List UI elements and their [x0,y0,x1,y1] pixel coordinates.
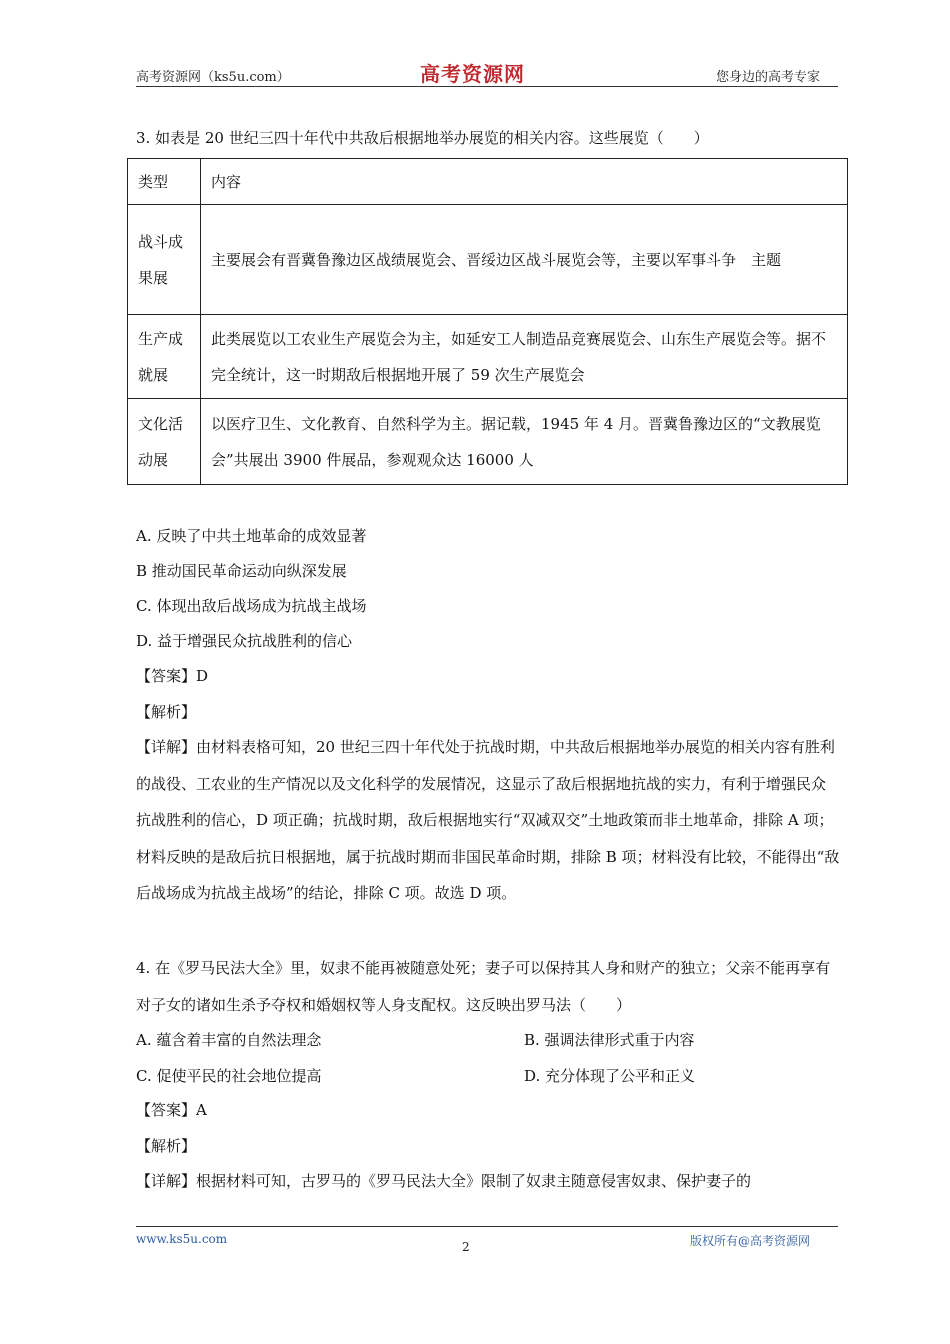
table-header-type: 类型 [128,159,201,205]
q3-option-c: C. 体现出敌后战场成为抗战主战场 [136,597,367,615]
header-slogan: 您身边的高考专家 [715,70,820,85]
table-cell-content: 此类展览以工农业生产展览会为主，如延安工人制造品竞赛展览会、山东生产展览会等。据不完全统计，这一时期敌后根据地开展了 59 次生产展览会 [201,315,848,399]
q4-option-a: A. 蕴含着丰富的自然法理念 [136,1031,322,1049]
q4-option-b: B. 强调法律形式重于内容 [524,1031,695,1049]
table-row [128,315,848,399]
q4-answer: 【答案】A [136,1101,207,1119]
q4-analysis-label: 【解析】 [136,1137,197,1155]
table-cell-type: 文化活动展 [128,399,201,485]
q3-table [127,158,848,485]
header-logo: 高考资源网 [420,62,525,86]
q4-stem: 4. 在《罗马民法大全》里，奴隶不能再被随意处死；妻子可以保持其人身和财产的独立；父亲不能再享有对子女的诸如生杀予夺权和婚姻权等人身支配权。这反映出罗马法（ ） [136,959,831,1014]
q3-option-d: D. 益于增强民众抗战胜利的信心 [136,632,353,650]
table-row [128,205,848,315]
header-divider [136,86,838,87]
q3-option-b: B 推动国民革命运动向纵深发展 [136,562,347,580]
table-cell-content: 主要展会有晋冀鲁豫边区战绩展览会、晋绥边区战斗展览会等，主要以军事斗争 主题 [201,205,848,315]
table-header-content: 内容 [201,159,848,205]
table-cell-type: 生产成就展 [128,315,201,399]
q3-analysis-label: 【解析】 [136,703,197,721]
table-header-row [128,159,848,205]
q3-stem: 3. 如表是 20 世纪三四十年代中共敌后根据地举办展览的相关内容。这些展览（ ） [136,129,709,147]
table-cell-type: 战斗成果展 [128,205,201,315]
q3-detail: 【详解】由材料表格可知，20 世纪三四十年代处于抗战时期，中共敌后根据地举办展览的相关内容有胜利的战役、工农业的生产情况以及文化科学的发展情况，这显示了敌后根据地抗战的实力，有利于增强民众抗战胜利的信心，D 项正确；抗战时期，敌后根据地实行“双减双交”土地政策而非土地革命，排除 A 项；材料反映的是敌后抗日根据地，属于抗战时期而非国民革命时期，排除 B 项；材料没有比较，不能得出“敌后战场成为抗战主战场”的结论，排除 C 项。故选 D 项。 [136,738,840,902]
q4-detail: 【详解】根据材料可知，古罗马的《罗马民法大全》限制了奴隶主随意侵害奴隶、保护妻子的 [136,1172,752,1190]
table-cell-content: 以医疗卫生、文化教育、自然科学为主。据记载，1945 年 4 月。晋冀鲁豫边区的“文教展览会”共展出 3900 件展品，参观观众达 16000 人 [201,399,848,485]
footer-divider [136,1226,838,1227]
page-number: 2 [462,1240,470,1254]
q4-option-d: D. 充分体现了公平和正义 [524,1067,696,1085]
q4-option-c: C. 促使平民的社会地位提高 [136,1067,322,1085]
q3-option-a: A. 反映了中共土地革命的成效显著 [136,527,367,545]
q3-answer: 【答案】D [136,667,209,685]
header-site-name: 高考资源网（ks5u.com） [136,70,290,85]
footer-copyright: 版权所有@高考资源网 [689,1234,810,1248]
table-row [128,399,848,485]
footer-link[interactable]: www.ks5u.com [136,1232,228,1246]
